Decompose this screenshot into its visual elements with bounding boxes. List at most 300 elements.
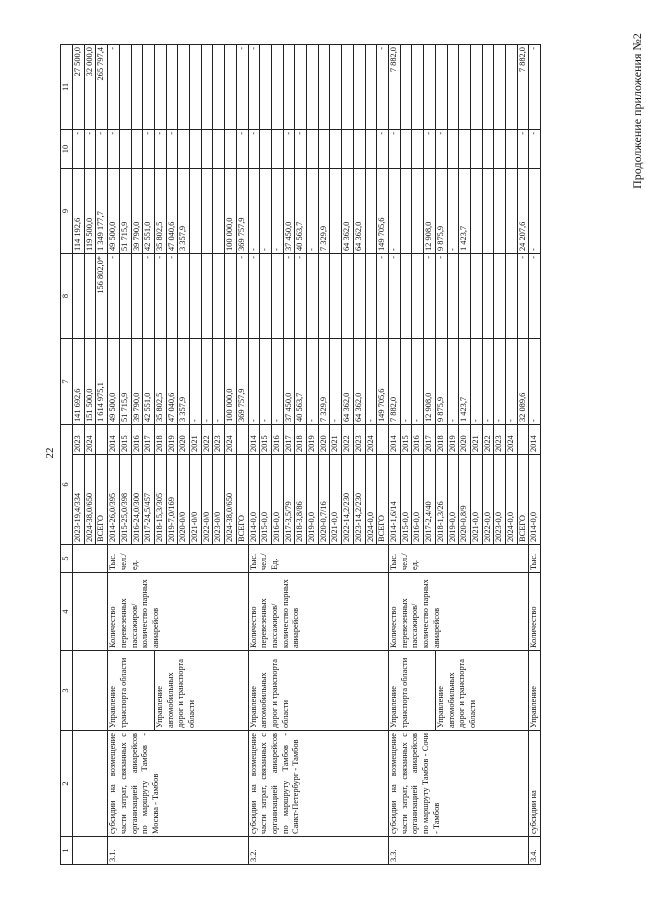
- cell-c7: 42 551,0: [143, 339, 155, 425]
- cell-c9: -: [260, 169, 272, 254]
- rotated-table-wrapper: [60, 45, 630, 865]
- cell-c9: 100 000,0: [225, 169, 237, 254]
- cell-c11: [506, 45, 518, 130]
- cont-cell-unit: [73, 545, 108, 573]
- cell-c11: 265 797,4: [96, 45, 108, 130]
- cell-c7: 12 908,0: [424, 339, 436, 425]
- cell-c10: [447, 130, 459, 169]
- cell-c6: 2015-0,0: [400, 455, 412, 545]
- cell-c10: [412, 130, 424, 169]
- cell-yr: 2019: [166, 425, 178, 455]
- cell-c8: [178, 254, 190, 339]
- appendix-heading: Продолжение приложения №2: [630, 33, 644, 189]
- cell-c8: -: [283, 254, 295, 339]
- cell-c11: 7 882,0: [517, 45, 529, 130]
- cell-c7: -: [400, 339, 412, 425]
- cell-c9: [213, 169, 225, 254]
- cell-c10: -: [73, 130, 85, 169]
- cell-c7: 39 790,0: [131, 339, 143, 425]
- cell-c7: -: [529, 339, 541, 425]
- cell-c11: [342, 45, 354, 130]
- cell-c10: -: [283, 130, 295, 169]
- cell-c9: 3 357,9: [178, 169, 190, 254]
- cell-c10: -: [377, 130, 389, 169]
- cell-c10: -: [295, 130, 307, 169]
- cell-c7: -: [260, 339, 272, 425]
- cell-yr: [377, 425, 389, 455]
- cell-c8: 156 802,0*: [96, 254, 108, 339]
- cell-c6: 2022-0,0: [482, 455, 494, 545]
- table-row: [248, 45, 260, 865]
- cell-c7: 49 500,0: [108, 339, 120, 425]
- cell-yr: 2024: [506, 425, 518, 455]
- cell-c10: [178, 130, 190, 169]
- cell-yr: 2015: [119, 425, 131, 455]
- section-number: 3.3.: [388, 837, 528, 865]
- cell-c9: 1 349 177,7: [96, 169, 108, 254]
- cell-c6: 2014-1,6/14: [388, 455, 400, 545]
- cell-c9: 49 500,0: [108, 169, 120, 254]
- cell-c10: -: [108, 130, 120, 169]
- table-row: [388, 45, 400, 865]
- cell-c11: 32 000,0: [84, 45, 96, 130]
- cell-yr: 2015: [400, 425, 412, 455]
- cell-c11: [213, 45, 225, 130]
- cell-c8: -: [166, 254, 178, 339]
- cell-yr: 2022: [342, 425, 354, 455]
- cell-c7: 1 614 975,1: [96, 339, 108, 425]
- cell-yr: 2024: [84, 425, 96, 455]
- cell-c7: -: [494, 339, 506, 425]
- cell-c8: [260, 254, 272, 339]
- cell-c9: -: [271, 169, 283, 254]
- column-header: 2: [61, 731, 73, 837]
- cell-c7: -: [447, 339, 459, 425]
- unit-cell: Тыс. чел./ ед.: [108, 545, 248, 573]
- cell-c9: [412, 169, 424, 254]
- cell-c9: 149 705,6: [377, 169, 389, 254]
- section-description: субсидии на возмещение части затрат, связанных с организацией авиарейсов по маршруту Тамбов - Москва - Тамбов: [108, 731, 248, 837]
- cell-yr: 2018: [295, 425, 307, 455]
- cell-c10: [260, 130, 272, 169]
- cell-c9: [506, 169, 518, 254]
- cell-c8: [201, 254, 213, 339]
- cell-c11: [119, 45, 131, 130]
- cell-c10: [482, 130, 494, 169]
- cell-c9: [400, 169, 412, 254]
- cell-c9: 35 802,5: [154, 169, 166, 254]
- cell-yr: 2021: [190, 425, 202, 455]
- column-header: 4: [61, 573, 73, 651]
- cell-c7: 1 423,7: [459, 339, 471, 425]
- cell-c11: 27 500,0: [73, 45, 85, 130]
- indicator-cell: Количество перевезенных пассажиров/ количество парных авиарейсов: [388, 573, 528, 651]
- cell-c7: -: [506, 339, 518, 425]
- cell-c11: [131, 45, 143, 130]
- cell-yr: 2018: [154, 425, 166, 455]
- cell-c6: 2016-24,0/300: [131, 455, 143, 545]
- executor-cell: Управление автомобильных дорог и транспорта области: [248, 651, 388, 731]
- cell-c11: [470, 45, 482, 130]
- cell-c8: -: [248, 254, 260, 339]
- cell-c11: -: [529, 45, 541, 130]
- cell-c11: [154, 45, 166, 130]
- cell-c10: [330, 130, 342, 169]
- cell-c8: [506, 254, 518, 339]
- cell-c10: [459, 130, 471, 169]
- cell-c11: 7 882,0: [388, 45, 400, 130]
- cell-c11: [283, 45, 295, 130]
- cell-c9: 42 551,0: [143, 169, 155, 254]
- cell-c8: -: [143, 254, 155, 339]
- cont-cell-exec: [73, 651, 108, 731]
- cell-c10: -: [424, 130, 436, 169]
- cell-c7: -: [482, 339, 494, 425]
- cell-c10: [225, 130, 237, 169]
- cell-c7: 369 757,9: [236, 339, 248, 425]
- cell-c11: [365, 45, 377, 130]
- section-description: субсидии на: [529, 731, 541, 837]
- cell-yr: 2021: [330, 425, 342, 455]
- cell-yr: 2024: [225, 425, 237, 455]
- indicator-cell: Количество перевезенных пассажиров/ количество парных авиарейсов: [248, 573, 388, 651]
- cell-c11: [447, 45, 459, 130]
- cell-c9: 51 715,9: [119, 169, 131, 254]
- cell-c8: -: [435, 254, 447, 339]
- cell-yr: 2016: [271, 425, 283, 455]
- indicator-cell: Количество: [529, 573, 541, 651]
- cell-c10: [400, 130, 412, 169]
- cell-c11: [318, 45, 330, 130]
- cell-yr: 2020: [459, 425, 471, 455]
- cell-c10: [470, 130, 482, 169]
- budget-table: [60, 44, 541, 865]
- cell-yr: [96, 425, 108, 455]
- cell-c10: -: [248, 130, 260, 169]
- cell-c9: [190, 169, 202, 254]
- cell-c7: -: [330, 339, 342, 425]
- cell-c8: -: [517, 254, 529, 339]
- cell-c10: -: [517, 130, 529, 169]
- cell-c6: 2019-7,0/169: [166, 455, 178, 545]
- cell-c10: [271, 130, 283, 169]
- cell-yr: [236, 425, 248, 455]
- cell-c6: 2021-0/0: [190, 455, 202, 545]
- cell-c7: -: [190, 339, 202, 425]
- cell-c8: [318, 254, 330, 339]
- cell-c10: [353, 130, 365, 169]
- cell-c9: 9 875,9: [435, 169, 447, 254]
- cell-c6: 2018-15,3/305: [154, 455, 166, 545]
- cell-c10: -: [84, 130, 96, 169]
- cell-c11: -: [377, 45, 389, 130]
- cell-c11: [482, 45, 494, 130]
- cell-c7: -: [307, 339, 319, 425]
- cell-c9: [470, 169, 482, 254]
- cell-c10: [494, 130, 506, 169]
- cell-c9: 119 500,0: [84, 169, 96, 254]
- cell-yr: 2019: [307, 425, 319, 455]
- cell-yr: 2019: [447, 425, 459, 455]
- cell-c8: [400, 254, 412, 339]
- cell-yr: 2022: [482, 425, 494, 455]
- cell-yr: 2023: [73, 425, 85, 455]
- cell-c8: [330, 254, 342, 339]
- cell-c9: [482, 169, 494, 254]
- executor-cell-2: Управление автомобильных дорог и транспорта области: [154, 651, 248, 731]
- cell-c8: [190, 254, 202, 339]
- cont-cell-desc: [73, 731, 108, 837]
- cell-c7: -: [412, 339, 424, 425]
- cell-c8: [353, 254, 365, 339]
- indicator-cell: Количество перевезенных пассажиров/ количество парных авиарейсов: [108, 573, 248, 651]
- cell-c9: 7 329,9: [318, 169, 330, 254]
- cell-c9: 369 757,9: [236, 169, 248, 254]
- cell-c10: -: [154, 130, 166, 169]
- cell-c8: [131, 254, 143, 339]
- cell-yr: 2017: [143, 425, 155, 455]
- cell-c7: 40 563,7: [295, 339, 307, 425]
- cell-c6: 2022-0/0: [201, 455, 213, 545]
- cell-c6: 2014-0,0: [529, 455, 541, 545]
- cell-c8: -: [236, 254, 248, 339]
- cell-c6: 2018-1,3/26: [435, 455, 447, 545]
- cell-c7: 149 705,6: [377, 339, 389, 425]
- cell-c7: 37 450,0: [283, 339, 295, 425]
- table-row: [529, 45, 541, 865]
- cell-yr: 2014: [388, 425, 400, 455]
- cell-yr: 2017: [424, 425, 436, 455]
- cell-c7: 151 500,0: [84, 339, 96, 425]
- column-header: 5: [61, 545, 73, 573]
- table-row: [108, 45, 120, 865]
- cell-c11: [190, 45, 202, 130]
- cell-c6: 2023-0/0: [213, 455, 225, 545]
- cell-yr: 2024: [365, 425, 377, 455]
- cell-c9: 47 040,6: [166, 169, 178, 254]
- cell-c9: [365, 169, 377, 254]
- cell-c11: [424, 45, 436, 130]
- cell-c11: -: [248, 45, 260, 130]
- unit-cell: Тыс.: [529, 545, 541, 573]
- header-row: [61, 45, 73, 865]
- cell-c10: -: [388, 130, 400, 169]
- cell-c6: 2015-0,0: [260, 455, 272, 545]
- column-header: 3: [61, 651, 73, 731]
- cell-yr: 2023: [213, 425, 225, 455]
- cell-c11: [178, 45, 190, 130]
- cell-c8: [342, 254, 354, 339]
- cell-c6: 2014-26,0/395: [108, 455, 120, 545]
- cell-c9: 1 423,7: [459, 169, 471, 254]
- cell-c11: [166, 45, 178, 130]
- cell-c10: [365, 130, 377, 169]
- cell-c10: [307, 130, 319, 169]
- cell-c11: [260, 45, 272, 130]
- cont-cell-num: [73, 837, 108, 865]
- cell-c6: 2024-38,0/650: [225, 455, 237, 545]
- table-row: [73, 45, 85, 865]
- cell-c7: 7 329,9: [318, 339, 330, 425]
- cell-c9: 37 450,0: [283, 169, 295, 254]
- cell-c8: [213, 254, 225, 339]
- cell-c8: -: [377, 254, 389, 339]
- cell-c8: [119, 254, 131, 339]
- cell-c6: 2015-25,0/398: [119, 455, 131, 545]
- cell-c11: -: [236, 45, 248, 130]
- unit-cell: Тыс. чел./ ед.: [388, 545, 528, 573]
- cell-c11: [143, 45, 155, 130]
- cell-yr: 2020: [318, 425, 330, 455]
- cell-c7: 7 882,0: [388, 339, 400, 425]
- cell-c10: -: [236, 130, 248, 169]
- section-description: субсидии на возмещение части затрат, связанных с организацией авиарейсов по маршруту Тамбов - Сочи - Тамбов: [388, 731, 528, 837]
- cell-c7: -: [365, 339, 377, 425]
- cell-c10: [131, 130, 143, 169]
- cell-c8: [271, 254, 283, 339]
- cell-c10: -: [143, 130, 155, 169]
- cell-c8: [412, 254, 424, 339]
- cell-c9: 12 908,0: [424, 169, 436, 254]
- cell-c9: -: [388, 169, 400, 254]
- cell-c8: [73, 254, 85, 339]
- cell-c10: [506, 130, 518, 169]
- executor-cell: Управление транспорта области: [108, 651, 155, 731]
- cell-c8: -: [108, 254, 120, 339]
- cell-yr: 2016: [412, 425, 424, 455]
- cell-c7: -: [470, 339, 482, 425]
- cell-c6: 2017-2,4/40: [424, 455, 436, 545]
- cell-c6: 2020-0/0: [178, 455, 190, 545]
- cell-c6: 2017-3,5/79: [283, 455, 295, 545]
- cell-c6: 2022-14,2/230: [342, 455, 354, 545]
- cell-c10: [342, 130, 354, 169]
- cell-c7: 100 000,0: [225, 339, 237, 425]
- cell-c6: 2021-0,0: [470, 455, 482, 545]
- cell-c8: [447, 254, 459, 339]
- cell-c10: -: [529, 130, 541, 169]
- section-number: 3.4.: [529, 837, 541, 865]
- cell-c10: [213, 130, 225, 169]
- cell-yr: 2015: [260, 425, 272, 455]
- cell-c7: 35 802,5: [154, 339, 166, 425]
- cell-c6: 2016-0,0: [412, 455, 424, 545]
- cell-c10: -: [166, 130, 178, 169]
- cell-c11: [201, 45, 213, 130]
- cell-c9: 64 362,0: [342, 169, 354, 254]
- cell-c6: 2023-0,0: [494, 455, 506, 545]
- cell-yr: 2022: [201, 425, 213, 455]
- cell-c11: [400, 45, 412, 130]
- cell-yr: 2016: [131, 425, 143, 455]
- cell-c7: -: [213, 339, 225, 425]
- cell-yr: [517, 425, 529, 455]
- cell-yr: 2023: [494, 425, 506, 455]
- page-number: 22: [44, 447, 56, 459]
- cell-c6: 2017-24,5/457: [143, 455, 155, 545]
- cell-c10: [190, 130, 202, 169]
- cell-c9: 64 362,0: [353, 169, 365, 254]
- cell-c6: ВСЕГО: [96, 455, 108, 545]
- cell-c9: -: [447, 169, 459, 254]
- cell-yr: 2023: [353, 425, 365, 455]
- cell-c8: -: [424, 254, 436, 339]
- cell-c9: -: [248, 169, 260, 254]
- cell-yr: 2021: [470, 425, 482, 455]
- executor-cell: Управление: [529, 651, 541, 731]
- cell-c8: [225, 254, 237, 339]
- cell-yr: 2018: [435, 425, 447, 455]
- cell-c11: [271, 45, 283, 130]
- cell-c6: ВСЕГО: [517, 455, 529, 545]
- cell-c7: 64 362,0: [342, 339, 354, 425]
- cell-c10: [119, 130, 131, 169]
- cell-c9: 40 563,7: [295, 169, 307, 254]
- cell-c11: [295, 45, 307, 130]
- cell-c7: 47 040,6: [166, 339, 178, 425]
- cell-c7: 141 692,6: [73, 339, 85, 425]
- cell-c8: -: [154, 254, 166, 339]
- cell-c6: 2024-0,0: [365, 455, 377, 545]
- cell-c6: 2018-3,8/86: [295, 455, 307, 545]
- cell-c6: 2023-19,4/334: [73, 455, 85, 545]
- executor-cell-2: Управление автомобильных дорог и транспорта области: [435, 651, 529, 731]
- cell-yr: 2014: [248, 425, 260, 455]
- cell-c11: -: [108, 45, 120, 130]
- section-number: 3.1.: [108, 837, 248, 865]
- cell-c8: [307, 254, 319, 339]
- cont-cell-indicator: [73, 573, 108, 651]
- cell-c9: [330, 169, 342, 254]
- column-header: 7: [61, 339, 73, 425]
- column-header: 10: [61, 130, 73, 169]
- section-description: субсидии на возмещение части затрат, связанных с организацией авиарейсов по маршруту Тамбов - Санкт-Петербург - Тамбов: [248, 731, 388, 837]
- cell-c10: [318, 130, 330, 169]
- cell-c10: -: [96, 130, 108, 169]
- column-header: 11: [61, 45, 73, 130]
- cell-c8: [84, 254, 96, 339]
- cell-c7: -: [248, 339, 260, 425]
- cell-c9: 24 207,6: [517, 169, 529, 254]
- cell-c6: 2014-0,0: [248, 455, 260, 545]
- cell-c6: 2019-0,0: [447, 455, 459, 545]
- executor-cell: Управление транспорта области: [388, 651, 435, 731]
- cell-yr: 2014: [529, 425, 541, 455]
- column-header: 1: [61, 837, 73, 865]
- cell-c7: 64 362,0: [353, 339, 365, 425]
- cell-c8: -: [295, 254, 307, 339]
- cell-c9: 114 192,6: [73, 169, 85, 254]
- cell-c8: [482, 254, 494, 339]
- cell-c11: [307, 45, 319, 130]
- cell-c6: 2019-0,0: [307, 455, 319, 545]
- cell-c9: -: [307, 169, 319, 254]
- cell-yr: 2017: [283, 425, 295, 455]
- cell-c11: [412, 45, 424, 130]
- cell-c11: [330, 45, 342, 130]
- cell-c6: 2023-14,2/230: [353, 455, 365, 545]
- cell-c10: [201, 130, 213, 169]
- cell-c8: [470, 254, 482, 339]
- cell-c8: -: [529, 254, 541, 339]
- cell-c9: [494, 169, 506, 254]
- cell-c7: -: [271, 339, 283, 425]
- cell-c8: [365, 254, 377, 339]
- cell-c7: -: [201, 339, 213, 425]
- cell-c6: 2024-0,0: [506, 455, 518, 545]
- column-header: 9: [61, 169, 73, 254]
- cell-c7: 32 089,6: [517, 339, 529, 425]
